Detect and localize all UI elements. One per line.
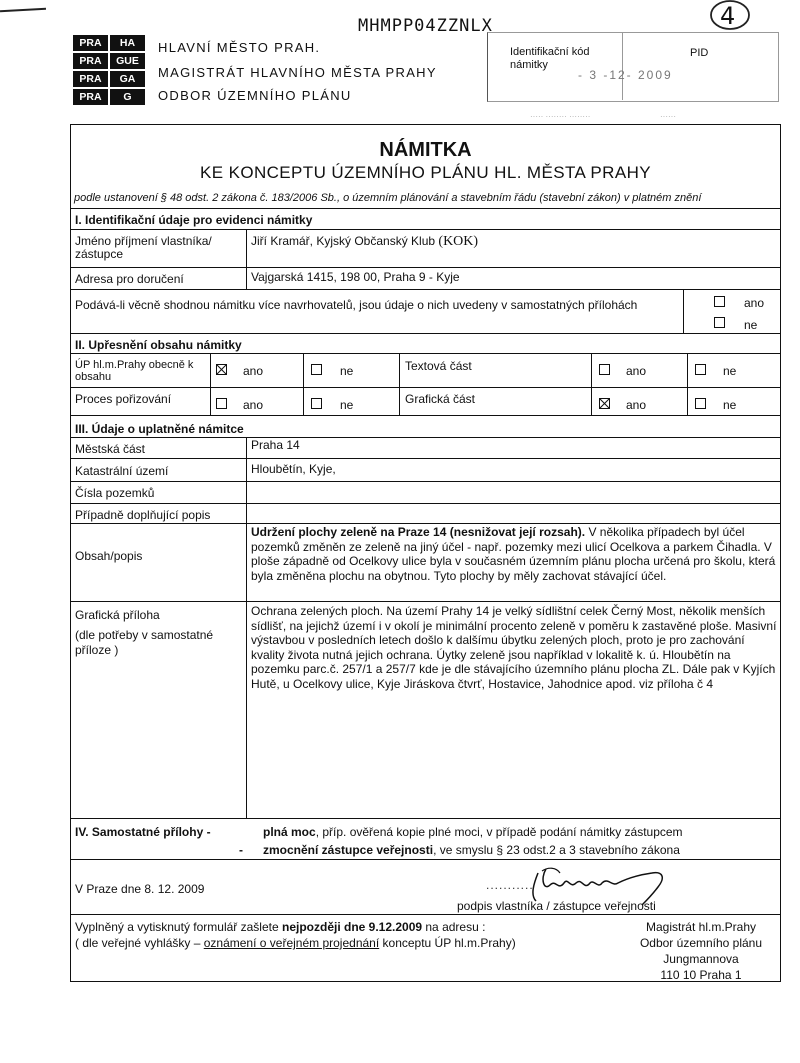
stamp-date: - 3 -12- 2009 [578,68,673,82]
graphic-yes-label: ano [626,398,647,412]
footer-line-1: Vyplněný a vytisknutý formulář zašlete nejpozději dne 9.12.2009 na adresu : [75,920,486,934]
pen-stroke [0,8,46,12]
multi-no-label: ne [744,318,758,332]
graphic-no-label: ne [723,398,737,412]
section-1-header: I. Identifikační údaje pro evidenci námitky [75,213,313,227]
up-no-checkbox[interactable] [311,364,322,375]
address-line-1: Magistrát hl.m.Prahy [645,920,757,934]
section-2-header: II. Upřesnění obsahu námitky [75,338,242,352]
section-4-dash: - [239,843,243,857]
graphic-attachment-text: Ochrana zelených ploch. Na území Prahy 14 je velký sídlištní celek Černý Most, několik menších sídlišť, na jejichž území i v okolí je minimální procento zeleně v poměru k zastavěné ploše. Masivní výstavbou v posledních letech došlo k dalšímu úbytku zelených ploch, proto je pro zachování kvality života nutná jejich ochrana. Úytky zeleně jsou například v lokalitě k. ú. Hloubětín na pozemku parc.č. 257/1 a 257/7 kde je dle stávajícího územního plánu plocha ZL. Dále pak v Kyjích Hutě, u Ocelkovy ulice, Kyje Jiráskova čtvrť, Hostavice, Jahodnice apod. viz příloha č 4 [251,604,777,691]
process-yes-label: ano [243,398,264,412]
org-line-3: ODBOR ÚZEMNÍHO PLÁNU [158,88,352,103]
address-line-4: 110 10 Praha 1 [660,968,742,982]
signature-caption: podpis vlastníka / zástupce veřejnosti [457,899,656,913]
up-general-label: ÚP hl.m.Prahy obecně k obsahu [75,359,194,383]
process-no-checkbox[interactable] [311,398,322,409]
law-reference: podle ustanovení § 48 odst. 2 zákona č. 183/2006 Sb., o územním plánování a stavebním řádu (stavební zákon) v platném znění [74,192,702,204]
process-label: Proces pořizování [75,392,172,406]
content-text: Udržení plochy zeleně na Praze 14 (nesnižovat její rozsah). V několika případech byl účel pozemků změněn ze zeleně na jiný účel - např. pozemky mezi ulicí Ocelkova a parkem Čihadla. V ploše západně od Ocelkovy ulice byla v současném územním plánu plocha určená pro školu, která byla změněna plochu na obytnou. Tyto plochy by měly zachovat stávající účel. [251,525,776,583]
text-yes-checkbox[interactable] [599,364,610,375]
section-3-header: III. Údaje o uplatněné námitce [75,422,244,436]
graphic-attachment-label: Grafická příloha [75,608,160,622]
multi-yes-label: ano [744,296,765,310]
org-line-2: MAGISTRÁT HLAVNÍHO MĚSTA PRAHY [158,65,437,80]
stamp-faint-2: ······ [660,112,676,121]
text-no-checkbox[interactable] [695,364,706,375]
form-subtitle: KE KONCEPTU ÚZEMNÍHO PLÁNU HL. MĚSTA PRAHY [199,163,651,182]
text-part-label: Textová část [405,359,472,373]
address-value: Vajgarská 1415, 198 00, Praha 9 - Kyje [251,270,460,284]
up-no-label: ne [340,364,354,378]
address-line-3: Jungmannova [663,952,739,966]
name-label: Jméno příjmení vlastníka/ zástupce [75,234,212,261]
graphic-no-checkbox[interactable] [695,398,706,409]
multi-yes-checkbox[interactable] [714,296,725,307]
org-line-1: HLAVNÍ MĚSTO PRAH. [158,40,321,55]
district-value: Praha 14 [251,438,300,452]
attachment-public-representative: zmocnění zástupce veřejnosti, ve smyslu § 23 odst.2 a 3 stavebního zákona [263,843,680,857]
handwritten-number: 4 [716,2,731,30]
cadastral-label: Katastrální území [75,464,169,478]
multi-applicant-text: Podává-li věcně shodnou námitku více navrhovatelů, jsou údaje o nich uvedeny v samostatných přílohách [75,298,638,312]
extra-description-label: Případně doplňující popis [75,508,211,522]
form-frame [70,124,781,982]
multi-no-checkbox[interactable] [714,317,725,328]
stamp-pid-label: PID [690,47,709,59]
graphic-yes-checkbox[interactable] [599,398,610,409]
content-label: Obsah/popis [75,549,143,563]
public-notice-link[interactable]: oznámení o veřejném projednání [203,936,380,950]
document-code: MHMPP04ZZNLX [358,16,493,36]
text-no-label: ne [723,364,737,378]
prague-logo: PRA HA PRA GUE PRA GA PRA G [72,34,146,106]
up-yes-label: ano [243,364,264,378]
signature-dots: ........... [486,878,534,892]
graphic-part-label: Grafická část [405,392,476,406]
name-value: Jiří Kramář, Kyjský Občanský Klub (KOK) [251,234,479,249]
text-yes-label: ano [626,364,647,378]
place-and-date: V Praze dne 8. 12. 2009 [75,882,205,896]
address-line-2: Odbor územního plánu [639,936,763,950]
stamp-faint-1: ····· ········ ········ [530,112,591,121]
footer-line-2: ( dle veřejné vyhlášky – oznámení o veřejném projednání konceptu ÚP hl.m.Prahy) [75,936,516,950]
parcels-label: Čísla pozemků [75,486,155,500]
stamp-divider [622,32,623,100]
up-yes-checkbox[interactable] [216,364,227,375]
cadastral-value: Hloubětín, Kyje, [251,462,336,476]
address-label: Adresa pro doručení [75,272,184,286]
rule [71,208,780,209]
district-label: Městská část [75,442,146,456]
form-title: NÁMITKA [379,139,472,161]
process-no-label: ne [340,398,354,412]
attachment-power-of-attorney: plná moc, příp. ověřená kopie plné moci, v případě podání námitky zástupcem [263,825,683,839]
process-yes-checkbox[interactable] [216,398,227,409]
section-4-header: IV. Samostatné přílohy - [75,825,211,839]
stamp-id-label: Identifikační kód námitky [510,46,590,71]
graphic-attachment-note: (dle potřeby v samostatné příloze ) [75,628,214,657]
